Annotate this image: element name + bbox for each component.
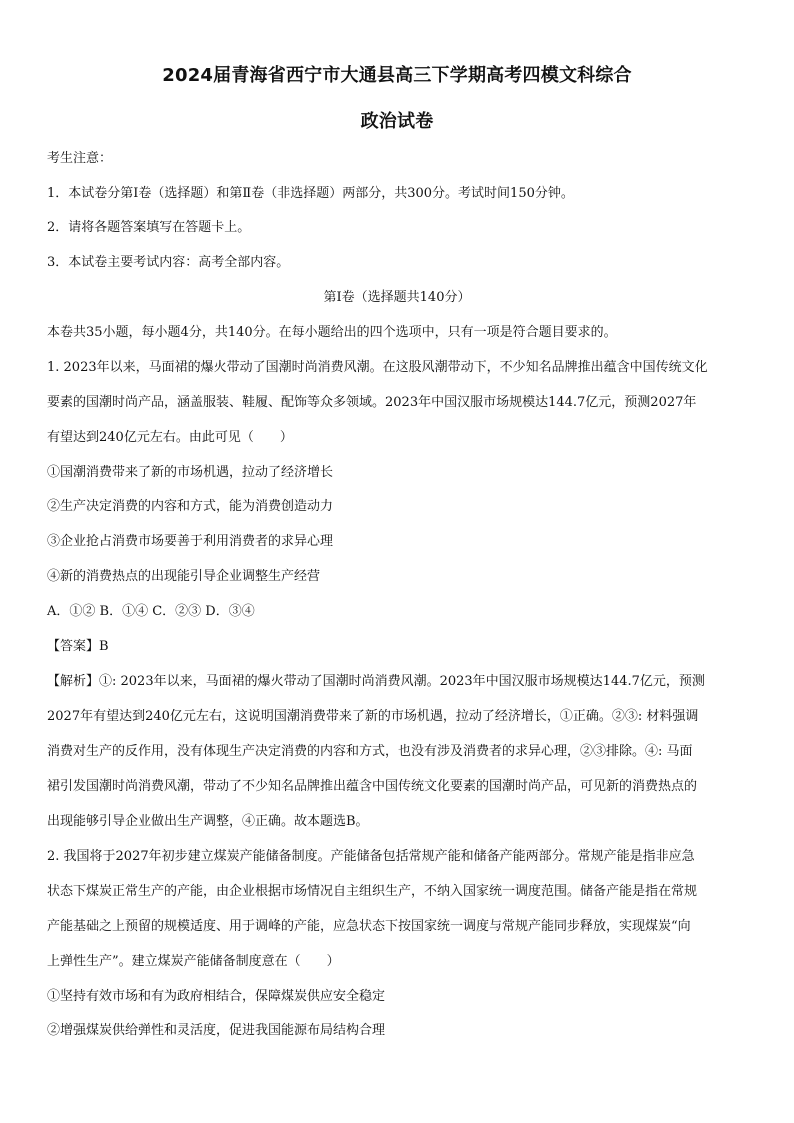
question-2-stem-line: 产能基础之上预留的规模适度、用于调峰的产能，应急状态下按国家统一调度与常规产能同步释放，实现煤炭“向: [47, 919, 691, 934]
question-1-option: ④新的消费热点的出现能引导企业调整生产经营: [47, 569, 321, 584]
question-2-stem-line: 2. 我国将于2027年初步建立煤炭产能储备制度。产能储备包括常规产能和储备产能两部分。常规产能是指非应急: [47, 849, 695, 864]
question-1-option: ②生产决定消费的内容和方式，能为消费创造动力: [47, 499, 334, 514]
notice-heading: 考生注意：: [47, 151, 113, 166]
question-2-stem-line: 上弹性生产”。建立煤炭产能储备制度意在（ ）: [47, 954, 340, 969]
question-1-analysis-line: 【解析】①: 2023年以来，马面裙的爆火带动了国潮时尚消费风潮。2023年中国汉服市场规模达144.7亿元，预测: [47, 674, 705, 689]
notice-item: 3．本试卷主要考试内容：高考全部内容。: [47, 255, 290, 270]
question-1-stem-line: 1. 2023年以来，马面裙的爆火带动了国潮时尚消费风潮。在这股风潮带动下，不少知名品牌推出蕴含中国传统文化: [47, 360, 708, 375]
question-2-option: ①坚持有效市场和有为政府相结合，保障煤炭供应安全稳定: [47, 989, 386, 1004]
exam-subtitle: 政治试卷: [360, 111, 434, 132]
question-1-option: ③企业抢占消费市场要善于利用消费者的求异心理: [47, 534, 334, 549]
question-2-stem-line: 状态下煤炭正常生产的产能，由企业根据市场情况自主组织生产，不纳入国家统一调度范围。储备产能是指在常规: [47, 884, 698, 899]
question-1-analysis-line: 消费对生产的反作用，没有体现生产决定消费的内容和方式，也没有涉及消费者的求异心理，②③排除。④: 马面: [47, 744, 693, 759]
question-1-analysis-line: 裙引发国潮时尚消费风潮，带动了不少知名品牌推出蕴含中国传统文化要素的国潮时尚产品，可见新的消费热点的: [47, 779, 698, 794]
notice-item: 2．请将各题答案填写在答题卡上。: [47, 220, 251, 235]
question-1-stem-line: 有望达到240亿元左右。由此可见（ ）: [47, 430, 293, 445]
question-1-stem-line: 要素的国潮时尚产品，涵盖服装、鞋履、配饰等众多领域。2023年中国汉服市场规模达144.7亿元，预测2027年: [47, 395, 697, 410]
exam-title: 2024届青海省西宁市大通县高三下学期高考四模文科综合: [162, 65, 632, 86]
section-heading: 第Ⅰ卷（选择题共140分）: [323, 290, 471, 305]
question-1-choices: A．①② B．①④ C．②③ D．③④: [47, 604, 255, 619]
question-1-option: ①国潮消费带来了新的市场机遇，拉动了经济增长: [47, 465, 334, 480]
question-2-option: ②增强煤炭供给弹性和灵活度，促进我国能源布局结构合理: [47, 1023, 386, 1038]
question-1-analysis-line: 出现能够引导企业做出生产调整，④正确。故本题选B。: [47, 814, 369, 829]
question-1-analysis-line: 2027年有望达到240亿元左右，这说明国潮消费带来了新的市场机遇，拉动了经济增长，①正确。②③: 材料强调: [47, 709, 699, 724]
notice-item: 1．本试卷分第Ⅰ卷（选择题）和第Ⅱ卷（非选择题）两部分，共300分。考试时间150分钟。: [47, 186, 574, 201]
section-intro: 本卷共35小题，每小题4分，共140分。在每小题给出的四个选项中，只有一项是符合题目要求的。: [47, 325, 617, 340]
question-1-answer: 【答案】B: [47, 639, 109, 654]
